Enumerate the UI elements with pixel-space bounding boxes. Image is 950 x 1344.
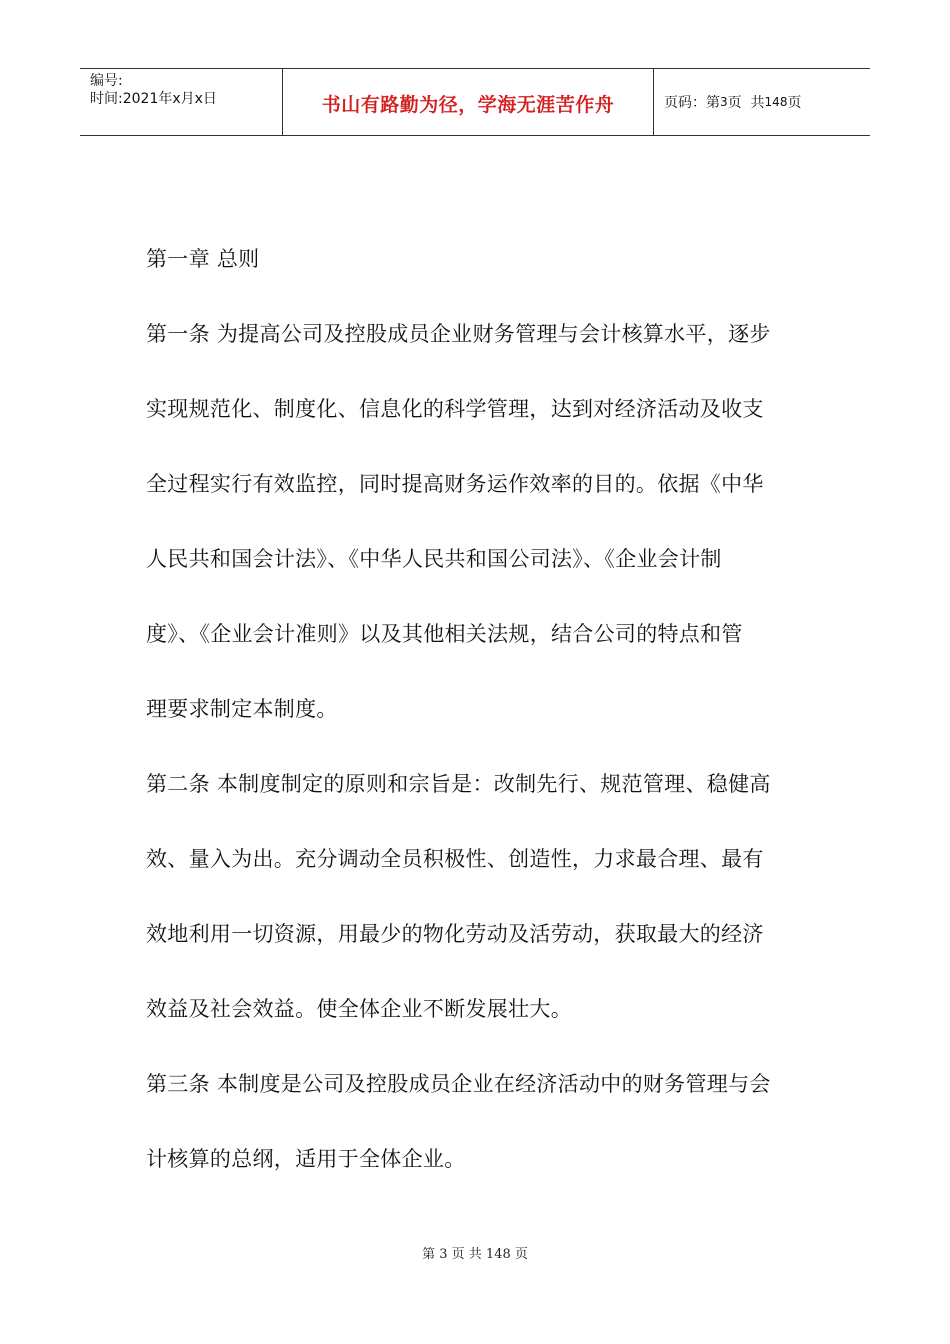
text-line: 理要求制定本制度。 <box>146 697 338 721</box>
page-suffix: 页 <box>787 95 802 111</box>
header-page-info <box>654 69 870 135</box>
text-line: 度》、《企业会计准则》以及其他相关法规，结合公司的特点和管 <box>146 622 743 646</box>
time-label: 时间:2021年x月x日 <box>90 91 217 107</box>
text-line: 人民共和国会计法》、《中华人民共和国公司法》、《企业会计制 <box>146 547 722 571</box>
text-line: 第一条 为提高公司及控股成员企业财务管理与会计核算水平，逐步 <box>146 322 771 346</box>
page-header <box>80 68 870 136</box>
page-current: 3 <box>720 95 728 109</box>
text-line: 效地利用一切资源，用最少的物化劳动及活劳动，获取最大的经济 <box>146 922 764 946</box>
text-line: 计核算的总纲，适用于全体企业。 <box>146 1147 466 1171</box>
text-line: 第三条 本制度是公司及控股成员企业在经济活动中的财务管理与会 <box>146 1072 771 1096</box>
text-line: 效益及社会效益。使全体企业不断发展壮大。 <box>146 997 572 1021</box>
chapter-title: 第一章 总则 <box>146 247 260 271</box>
header-motto-cell <box>282 69 654 135</box>
header-meta <box>80 69 282 135</box>
page-total: 148 <box>764 95 788 109</box>
text-line: 全过程实行有效监控，同时提高财务运作效率的目的。依据《中华 <box>146 472 764 496</box>
document-body <box>146 236 816 1211</box>
header-motto: 书山有路勤为径，学海无涯苦作舟 <box>321 93 615 116</box>
text-line: 实现规范化、制度化、信息化的科学管理，达到对经济活动及收支 <box>146 397 764 421</box>
text-line: 第二条 本制度制定的原则和宗旨是：改制先行、规范管理、稳健高 <box>146 772 771 796</box>
page-prefix: 页码：第 <box>664 95 720 111</box>
page-middle: 页 共 <box>727 95 765 111</box>
serial-number-label: 编号: <box>90 73 123 89</box>
page-footer: 第 3 页 共 148 页 <box>422 1247 528 1262</box>
text-line: 效、量入为出。充分调动全员积极性、创造性，力求最合理、最有 <box>146 847 764 871</box>
